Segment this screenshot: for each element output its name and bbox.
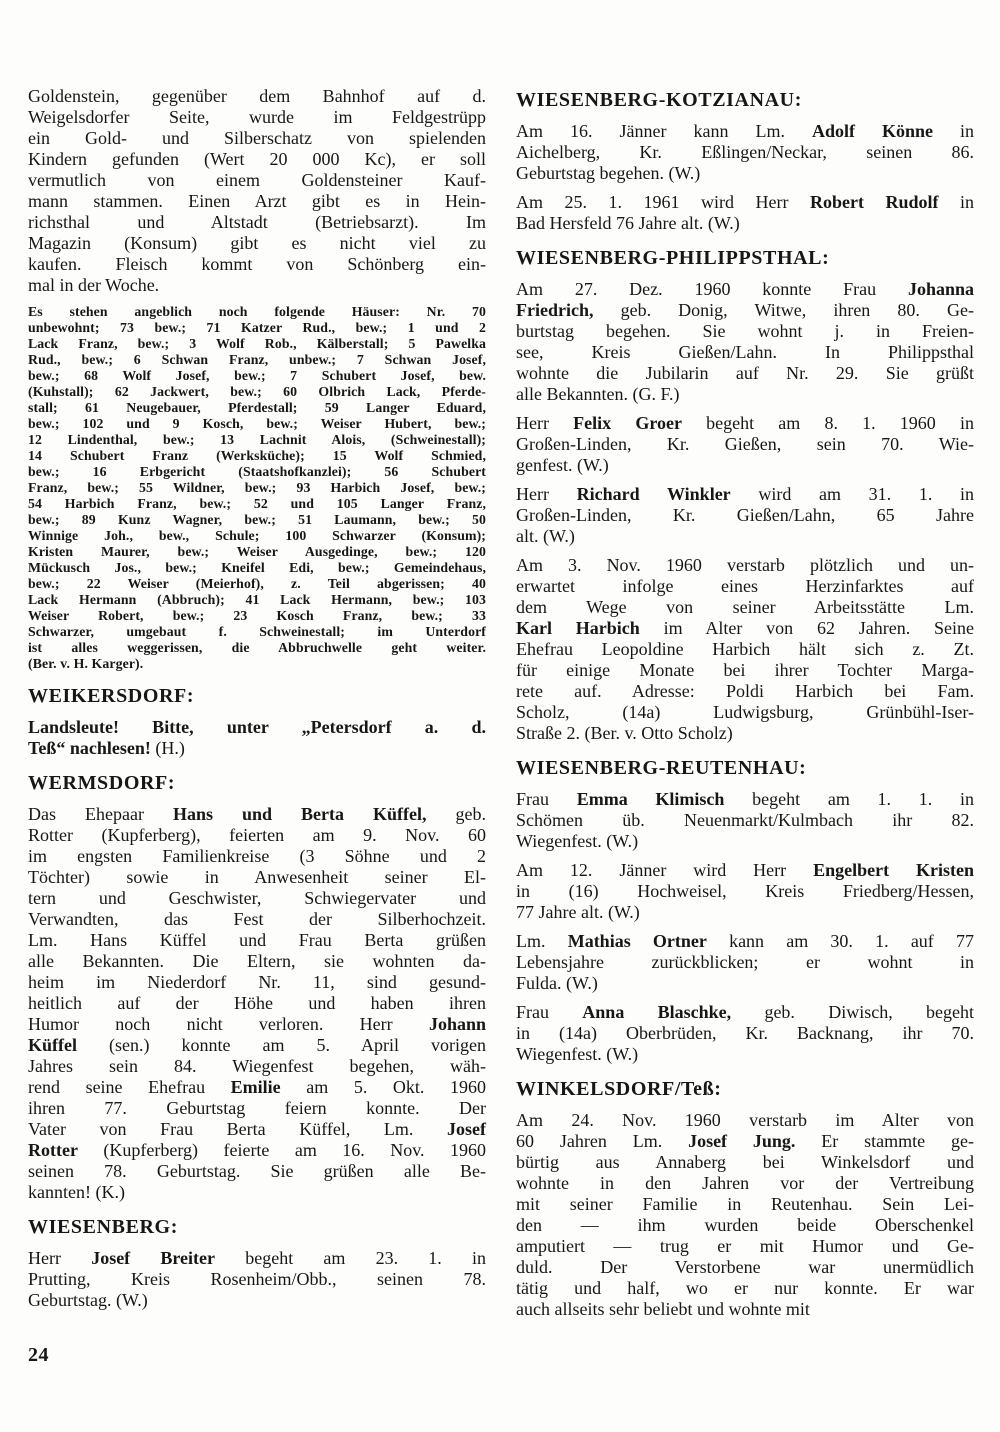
text-line: unbewohnt; 73 bew.; 71 Katzer Rud., bew.; 1 und 2 — [28, 320, 486, 335]
text-line: heitlich auf der Höhe und haben ihren — [28, 993, 486, 1013]
text-line: rend seine Ehefrau Emilie am 5. Okt. 1960 — [28, 1077, 486, 1097]
section-heading: WIESENBERG-KOTZIANAU: — [516, 89, 802, 111]
paragraph — [28, 304, 486, 672]
text-line: Friedrich, geb. Donig, Witwe, ihren 80. Ge- — [516, 300, 974, 320]
text-line: Karl Harbich im Alter von 62 Jahren. Seine — [516, 618, 974, 638]
text-line: Herr Felix Groer begeht am 8. 1. 1960 in — [516, 413, 974, 433]
text-line: stall; 61 Neugebauer, Pferdestall; 59 Langer Eduard, — [28, 400, 486, 415]
text-line: see, Kreis Gießen/Lahn. In Philippsthal — [516, 342, 974, 362]
section-heading: WEIKERSDORF: — [28, 685, 195, 707]
text-line: ein Gold- und Silberschatz von spielenden — [28, 128, 486, 148]
text-line: Kristen Maurer, bew.; Weiser Ausgedinge, bew.; 120 — [28, 544, 486, 559]
text-line: amputiert — trug er mit Humor und Ge- — [516, 1236, 974, 1256]
text-line: 14 Schubert Franz (Werksküche); 15 Wolf Schmied, — [28, 448, 486, 463]
text-line: Schwarzer, umgebaut f. Schweinestall; im Unterdorf — [28, 624, 486, 639]
text-line: alt. (W.) — [516, 526, 575, 546]
text-line: bürtig aus Annaberg bei Winkelsdorf und — [516, 1152, 974, 1172]
text-line: Aichelberg, Kr. Eßlingen/Neckar, seinen 86. — [516, 142, 974, 162]
text-line: Landsleute! Bitte, unter „Petersdorf a. d. — [28, 717, 486, 737]
paragraph — [516, 192, 974, 234]
section-heading: WERMSDORF: — [28, 772, 176, 794]
text-line: 12 Lindenthal, bew.; 13 Lachnit Alois, (Schweinestall); — [28, 432, 486, 447]
paragraph — [516, 413, 974, 476]
text-line: erwartet infolge eines Herzinfarktes auf — [516, 576, 974, 596]
text-line: im engsten Familienkreise (3 Söhne und 2 — [28, 846, 486, 866]
text-line: bew.; 16 Erbgericht (Staatshofkanzlei); 56 Schubert — [28, 464, 486, 479]
text-line: bew.; 22 Weiser (Meierhof), z. Teil abgerissen; 40 — [28, 576, 486, 591]
text-line: Schömen üb. Neuenmarkt/Kulmbach ihr 82. — [516, 810, 974, 830]
text-line: 54 Harbich Franz, bew.; 52 und 105 Langer Franz, — [28, 496, 486, 511]
text-line: kaufen. Fleisch kommt von Schönberg ein- — [28, 254, 486, 274]
text-line: Wiegenfest. (W.) — [516, 831, 639, 851]
text-line: genfest. (W.) — [516, 455, 609, 475]
text-line: Wiegenfest. (W.) — [516, 1044, 639, 1064]
text-line: Teß“ nachlesen! (H.) — [28, 738, 185, 758]
paragraph — [28, 717, 486, 759]
text-line: Verwandten, das Fest der Silberhochzeit. — [28, 909, 486, 929]
text-line: Lm. Mathias Ortner kann am 30. 1. auf 77 — [516, 931, 974, 951]
text-line: Lack Hermann (Abbruch); 41 Lack Hermann, bew.; 103 — [28, 592, 486, 607]
section-heading: WIESENBERG-REUTENHAU: — [516, 757, 807, 779]
text-line: ihren 77. Geburtstag feiern konnte. Der — [28, 1098, 486, 1118]
paragraph — [516, 1002, 974, 1065]
text-line: bew.; 68 Wolf Josef, bew.; 7 Schubert Josef, bew. — [28, 368, 486, 383]
text-line: Töchter) sowie in Anwesenheit seiner El- — [28, 867, 486, 887]
text-line: rete auf. Adresse: Poldi Harbich bei Fam. — [516, 681, 974, 701]
paragraph — [516, 484, 974, 547]
text-line: mann stammen. Einen Arzt gibt es in Hein- — [28, 191, 486, 211]
section-heading: WINKELSDORF/Teß: — [516, 1078, 722, 1100]
text-line: auch allseits sehr beliebt und wohnte mit — [516, 1299, 810, 1319]
text-line: duld. Der Verstorbene war unermüdlich — [516, 1257, 974, 1277]
text-line: Am 27. Dez. 1960 konnte Frau Johanna — [516, 279, 974, 299]
text-line: Geburtstag begehen. (W.) — [516, 163, 701, 183]
text-line: Weigelsdorfer Seite, wurde im Feldgestrüpp — [28, 107, 486, 127]
paragraph — [516, 279, 974, 405]
left-column — [28, 86, 486, 1328]
text-line: Franz, bew.; 55 Wildner, bew.; 93 Harbich Josef, bew.; — [28, 480, 486, 495]
section-heading: WIESENBERG-PHILIPPSTHAL: — [516, 247, 830, 269]
text-line: Herr Richard Winkler wird am 31. 1. in — [516, 484, 974, 504]
text-line: Fulda. (W.) — [516, 973, 598, 993]
text-line: 60 Jahren Lm. Josef Jung. Er stammte ge- — [516, 1131, 974, 1151]
text-line: Lebensjahre zurückblicken; er wohnt in — [516, 952, 974, 972]
text-line: Winnige Joh., bew., Schule; 100 Schwarzer (Konsum); — [28, 528, 486, 543]
text-line: Am 16. Jänner kann Lm. Adolf Könne in — [516, 121, 974, 141]
text-line: Prutting, Kreis Rosenheim/Obb., seinen 78. — [28, 1269, 486, 1289]
text-line: wohnte in den Jahren vor der Vertreibung — [516, 1173, 974, 1193]
paragraph — [516, 555, 974, 744]
text-line: Goldenstein, gegenüber dem Bahnhof auf d. — [28, 86, 486, 106]
text-line: tätig und half, wo er nur konnte. Er war — [516, 1278, 974, 1298]
paragraph — [28, 1248, 486, 1311]
text-line: wohnte die Jubilarin auf Nr. 29. Sie grüßt — [516, 363, 974, 383]
text-line: Ehefrau Leopoldine Harbich hält sich z. Zt. — [516, 639, 974, 659]
paragraph — [516, 789, 974, 852]
text-line: Bad Hersfeld 76 Jahre alt. (W.) — [516, 213, 740, 233]
text-line: Am 25. 1. 1961 wird Herr Robert Rudolf in — [516, 192, 974, 212]
text-line: seinen 78. Geburtstag. Sie grüßen alle Be- — [28, 1161, 486, 1181]
text-line: (Ber. v. H. Karger). — [28, 656, 144, 671]
text-line: Weiser Robert, bew.; 23 Kosch Franz, bew.; 33 — [28, 608, 486, 623]
text-line: burtstag begehen. Sie wohnt j. in Freien- — [516, 321, 974, 341]
right-column — [516, 86, 974, 1328]
text-line: Humor noch nicht verloren. Herr Johann — [28, 1014, 486, 1034]
paragraph — [28, 86, 486, 296]
text-line: alle Bekannten. (G. F.) — [516, 384, 680, 404]
text-line: richsthal und Altstadt (Betriebsarzt). Im — [28, 212, 486, 232]
page-number: 24 — [28, 1344, 49, 1366]
text-line: Lack Franz, bew.; 3 Wolf Rob., Kälberstall; 5 Pawelka — [28, 336, 486, 351]
section-heading: WIESENBERG: — [28, 1216, 178, 1238]
two-column-layout — [28, 86, 974, 1328]
text-line: Magazin (Konsum) gibt es nicht viel zu — [28, 233, 486, 253]
text-line: Das Ehepaar Hans und Berta Küffel, geb. — [28, 804, 486, 824]
text-line: Am 3. Nov. 1960 verstarb plötzlich und un- — [516, 555, 974, 575]
paragraph — [516, 931, 974, 994]
text-line: Am 24. Nov. 1960 verstarb im Alter von — [516, 1110, 974, 1130]
text-line: alle Bekannten. Die Eltern, sie wohnten da- — [28, 951, 486, 971]
text-line: bew.; 102 und 9 Kosch, bew.; Weiser Hubert, bew.; — [28, 416, 486, 431]
text-line: 77 Jahre alt. (W.) — [516, 902, 640, 922]
text-line: Rotter (Kupferberg), feierten am 9. Nov. 60 — [28, 825, 486, 845]
paragraph — [516, 860, 974, 923]
text-line: für einige Monate bei ihrer Tochter Marga- — [516, 660, 974, 680]
text-line: mit seiner Familie in Reutenhau. Sein Lei- — [516, 1194, 974, 1214]
text-line: dem Wege von seiner Arbeitsstätte Lm. — [516, 597, 974, 617]
text-line: in (14a) Oberbrüden, Kr. Backnang, ihr 70. — [516, 1023, 974, 1043]
text-line: in (16) Hochweisel, Kreis Friedberg/Hessen, — [516, 881, 974, 901]
text-line: Vater von Frau Berta Küffel, Lm. Josef — [28, 1119, 486, 1139]
text-line: tern und Geschwister, Schwiegervater und — [28, 888, 486, 908]
text-line: Jahres sein 84. Wiegenfest begehen, wäh- — [28, 1056, 486, 1076]
text-line: Rotter (Kupferberg) feierte am 16. Nov. 1960 — [28, 1140, 486, 1160]
text-line: Küffel (sen.) konnte am 5. April vorigen — [28, 1035, 486, 1055]
text-line: Lm. Hans Küffel und Frau Berta grüßen — [28, 930, 486, 950]
text-line: ist alles weggerissen, die Abbruchwelle geht weiter. — [28, 640, 486, 655]
text-line: Kindern gefunden (Wert 20 000 Kc), er soll — [28, 149, 486, 169]
text-line: Am 12. Jänner wird Herr Engelbert Kristen — [516, 860, 975, 880]
text-line: Mückusch Jos., bew.; Kneifel Edi, bew.; Gemeindehaus, — [28, 560, 486, 575]
text-line: Es stehen angeblich noch folgende Häuser: Nr. 70 — [28, 304, 486, 319]
text-line: Rud., bew.; 6 Schwan Franz, unbew.; 7 Schwan Josef, — [28, 352, 486, 367]
text-line: Frau Anna Blaschke, geb. Diwisch, begeht — [516, 1002, 974, 1022]
text-line: kannten! (K.) — [28, 1182, 125, 1202]
text-line: den — ihm wurden beide Oberschenkel — [516, 1215, 974, 1235]
text-line: bew.; 89 Kunz Wagner, bew.; 51 Laumann, bew.; 50 — [28, 512, 486, 527]
text-line: Großen-Linden, Kr. Gießen, sein 70. Wie- — [516, 434, 974, 454]
paragraph — [28, 804, 486, 1203]
text-line: Geburtstag. (W.) — [28, 1290, 148, 1310]
text-line: heim im Niederdorf Nr. 11, sind gesund- — [28, 972, 486, 992]
text-line: (Kuhstall); 62 Jackwert, bew.; 60 Olbrich Lack, Pferde- — [28, 384, 486, 399]
text-line: Herr Josef Breiter begeht am 23. 1. in — [28, 1248, 486, 1268]
paragraph — [516, 121, 974, 184]
text-line: Straße 2. (Ber. v. Otto Scholz) — [516, 723, 733, 743]
text-line: vermutlich von einem Goldensteiner Kauf- — [28, 170, 486, 190]
text-line: mal in der Woche. — [28, 275, 160, 295]
text-line: Scholz, (14a) Ludwigsburg, Grünbühl-Iser- — [516, 702, 974, 722]
text-line: Großen-Linden, Kr. Gießen/Lahn, 65 Jahre — [516, 505, 974, 525]
text-line: Frau Emma Klimisch begeht am 1. 1. in — [516, 789, 974, 809]
paragraph — [516, 1110, 974, 1320]
